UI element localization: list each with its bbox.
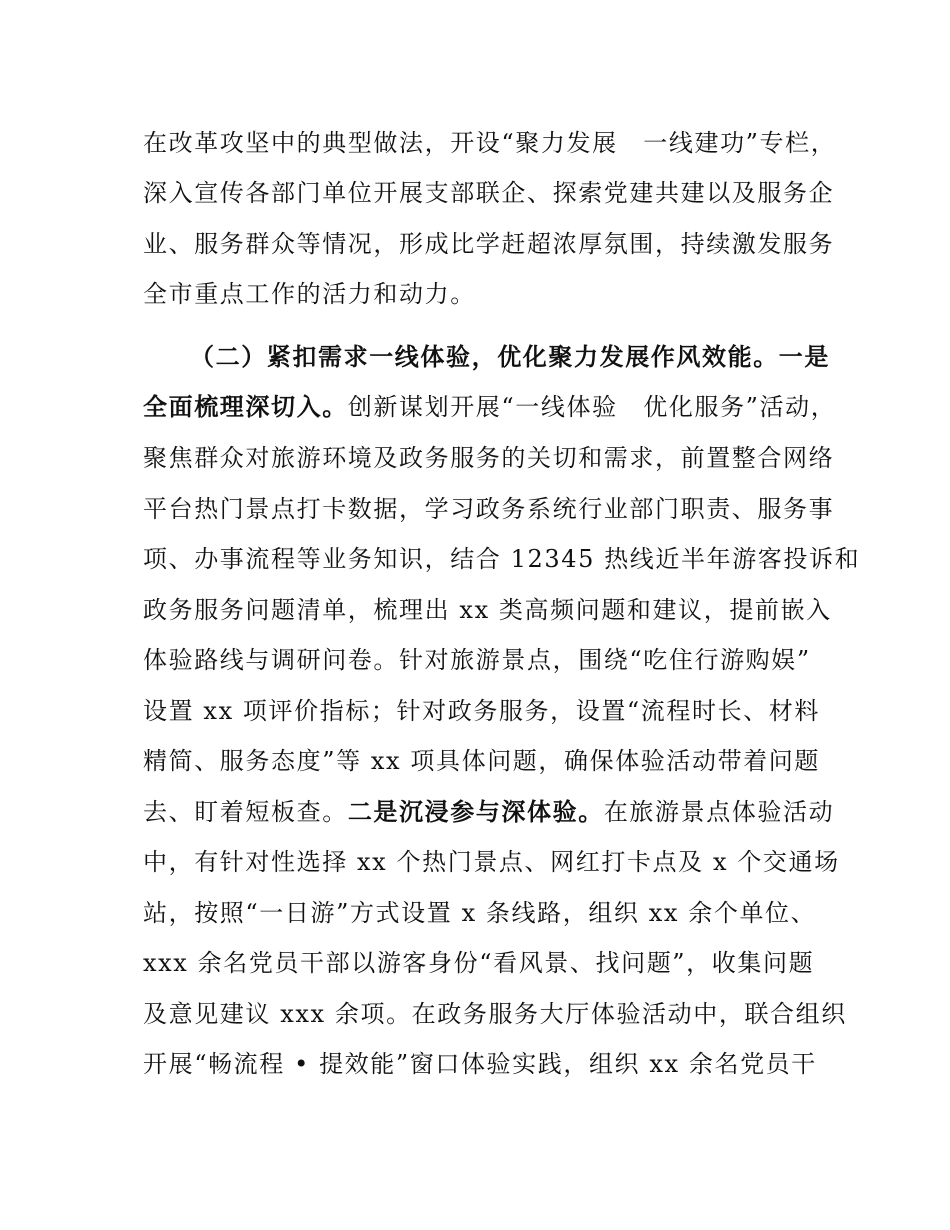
point-two-title: 二是沉浸参与深体验。 <box>347 798 604 826</box>
paragraph-2-line-2-text: 创新谋划开展“一线体验 优化服务”活动， <box>347 393 837 421</box>
paragraph-2-line-14: 及意见建议 xxx 余项。在政务服务大厅体验活动中，联合组织 <box>143 1000 847 1028</box>
paragraph-2-line-8: 设置 xx 项评价指标；针对政务服务，设置“流程时长、材料 <box>143 697 820 725</box>
paragraph-1-line-4: 全市重点工作的活力和动力。 <box>143 280 476 308</box>
paragraph-2-line-12: 站，按照“一日游”方式设置 x 条线路，组织 xx 余个单位、 <box>143 899 817 927</box>
paragraph-2-line-11: 中，有针对性选择 xx 个热门景点、网红打卡点及 x 个交通场 <box>143 848 840 876</box>
paragraph-2-line-15: 开展“畅流程 • 提效能”窗口体验实践，组织 xx 余名党员干 <box>143 1050 817 1078</box>
paragraph-2-line-5: 项、办事流程等业务知识，结合 12345 热线近半年游客投诉和 <box>143 545 861 573</box>
paragraph-2-line-9: 精简、服务态度”等 xx 项具体问题，确保体验活动带着问题 <box>143 747 820 775</box>
paragraph-2-line-7: 体验路线与调研问卷。针对旅游景点，围绕“吃住行游购娱” <box>143 646 811 674</box>
paragraph-1-line-3: 业、服务群众等情况，形成比学赶超浓厚氛围，持续激发服务 <box>143 230 835 258</box>
paragraph-2-line-4: 平台热门景点打卡数据，学习政务系统行业部门职责、服务事 <box>143 495 835 523</box>
paragraph-1-line-2: 深入宣传各部门单位开展支部联企、探索党建共建以及服务企 <box>143 179 835 207</box>
section-heading: （二）紧扣需求一线体验，优化聚力发展作风效能。一是 <box>190 343 830 371</box>
paragraph-2-line-6: 政务服务问题清单，梳理出 xx 类高频问题和建议，提前嵌入 <box>143 596 832 624</box>
point-one-title: 全面梳理深切入。 <box>143 393 348 421</box>
paragraph-1-line-1: 在改革攻坚中的典型做法，开设“聚力发展 一线建功”专栏， <box>143 129 837 157</box>
paragraph-2-line-10-tail: 在旅游景点体验活动 <box>603 798 835 826</box>
paragraph-2-line-2 <box>143 392 836 422</box>
paragraph-2-line-10 <box>143 797 834 827</box>
paragraph-2-line-13: xxx 余名党员干部以游客身份“看风景、找问题”，收集问题 <box>143 949 815 977</box>
paragraph-2-line-3: 聚焦群众对旅游环境及政务服务的关切和需求，前置整合网络 <box>143 444 835 472</box>
paragraph-2-line-10-text: 去、盯着短板查。 <box>143 798 348 826</box>
